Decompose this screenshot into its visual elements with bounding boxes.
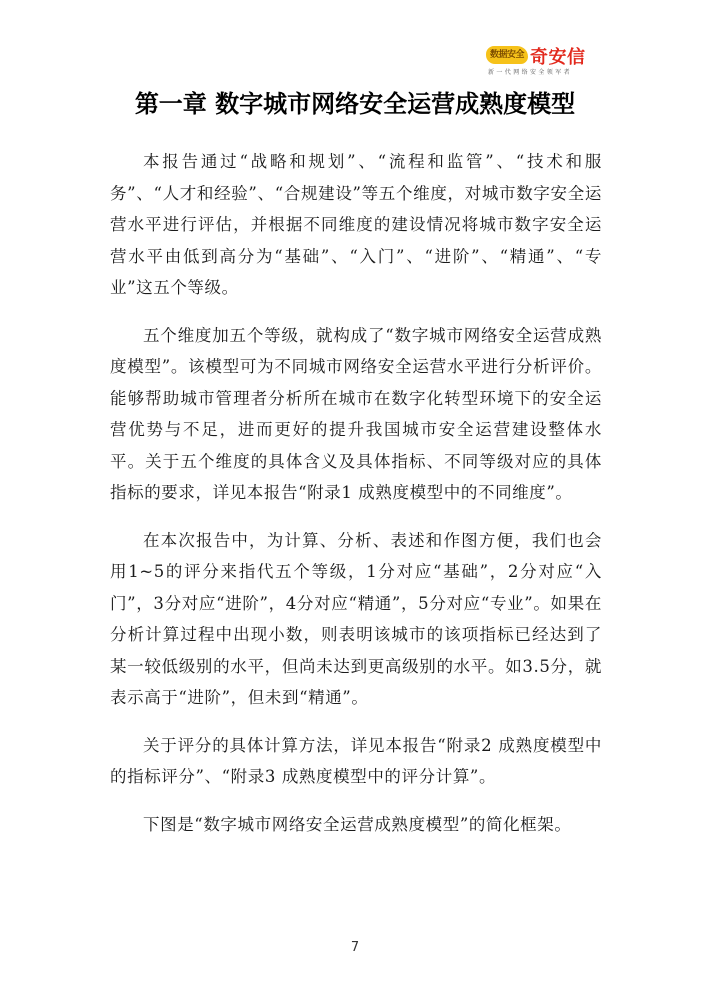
chapter-title: 第一章 数字城市网络安全运营成熟度模型 xyxy=(134,90,576,118)
brand-tagline: 新一代网络安全领军者 xyxy=(488,69,573,76)
logo-mark-icon: 数据安全 xyxy=(486,46,528,64)
paragraph-maturity-model: 五个维度加五个等级，就构成了“数字城市网络安全运营成熟度模型”。该模型可为不同城市网络安全运营水平进行分析评价。能够帮助城市管理者分析所在城市在数字化转型环境下的安全运营优势与不足，进而更好的提升我国城市安全运营建设整体水平。关于五个维度的具体含义及具体指标、不同等级对应的具体指标的要求，详见本报告“附录1 成熟度模型中的不同维度”。 xyxy=(110,325,602,502)
brand-logo xyxy=(486,44,606,78)
brand-name: 奇安信 xyxy=(530,47,586,68)
paragraph-framework-intro: 下图是“数字城市网络安全运营成熟度模型”的简化框架。 xyxy=(143,814,572,834)
paragraph-dimensions-levels: 本报告通过“战略和规划”、“流程和监管”、“技术和服务”、“人才和经验”、“合规建设”等五个维度，对城市数字安全运营水平进行评估，并根据不同维度的建设情况将城市数字安全运营水平由低到高分为“基础”、“入门”、“进阶”、“精通”、“专业”这五个等级。 xyxy=(110,152,602,297)
page-number: 7 xyxy=(350,940,360,955)
paragraph-scoring-scale: 在本次报告中，为计算、分析、表述和作图方便，我们也会用1~5的评分来指代五个等级，1分对应“基础”，2分对应“入门”，3分对应“进阶”，4分对应“精通”，5分对应“专业”。如果在分析计算过程中出现小数，则表明该城市的该项指标已经达到了某一较低级别的水平，但尚未达到更高级别的水平。如3.5分，就表示高于“进阶”，但未到“精通”。 xyxy=(110,530,602,707)
document-body xyxy=(110,146,602,856)
paragraph-score-calculation: 关于评分的具体计算方法，详见本报告“附录2 成熟度模型中的指标评分”、“附录3 成熟度模型中的评分计算”。 xyxy=(110,735,602,786)
